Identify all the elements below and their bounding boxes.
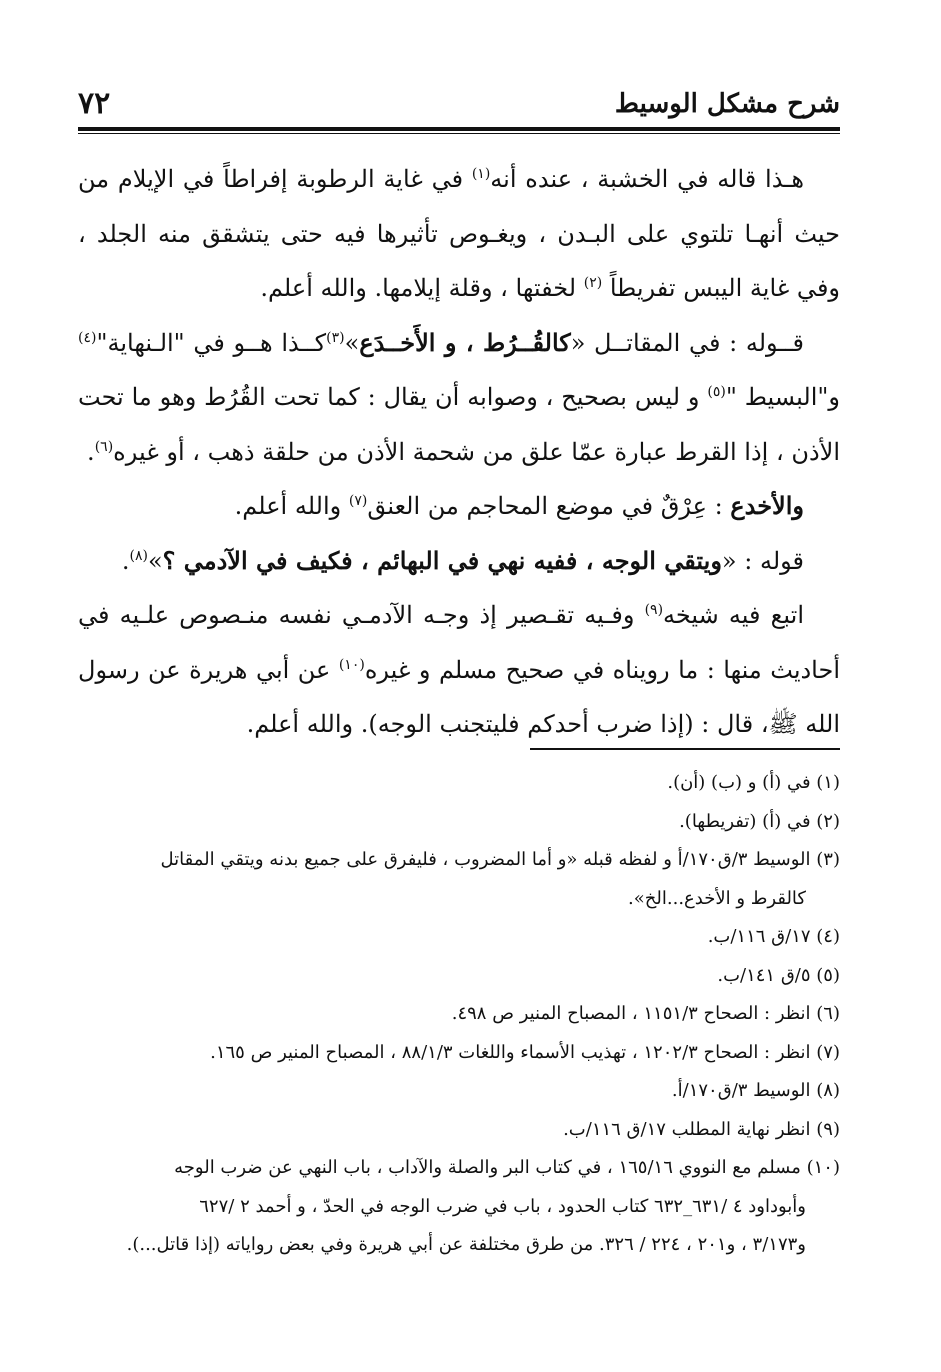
paragraph-2: قــوله : في المقاتــل «كالقُــرُط ، و الأَخــدَع»$^{(٣)}$كــذا هــو في "الـنهاية"$^{(٤)}$ و"البسيط "$^{(٥)}$ و ليس بصحيح ، وصوابه أن يقال : كما تحت القُرُط وهو ما تحت الأذن ، إذا القرط عبارة عمّا علق من شحمة الأذن من حلقة ذهب ، أو غيره$^{(٦)}$. [78,327,841,466]
footnote-ref: (٥) [707,384,726,400]
footnote-6: (٦) انظر : الصحاح ١١٥١/٣ ، المصباح المنير ص ٤٩٨. [451,1003,840,1024]
footnote-2: (٢) في (أ) (تفريطها). [679,810,840,832]
footnote-10-continued: و٣/١٧٣ ، و٢٠١ ، ٢٢٤ / ٣٢٦. من طرق مختلفة عن أبي هريرة وفي بعض رواياته (إذا قاتل...). [126,1234,806,1255]
footnote-ref: (٤) [78,329,97,346]
quoted-text: ويتقي الوجه ، ففيه نهي في البهائم ، فكيف في الآدمي ؟ [162,545,722,575]
page-number: ٧٢ [78,86,111,121]
footnote-ref: (٢) [583,275,603,291]
footnote-ref: (٣) [326,329,345,346]
quoted-term: كالقُــرُط ، و الأَخــدَع [359,327,571,357]
footnote-5: (٥) ٥/ق ١٤١/ب. [717,964,840,986]
footnote-ref: (٧) [348,493,368,509]
footnote-3-continued: كالقرط و الأخدع...الخ». [628,887,806,909]
footnote-ref: (٨) [129,547,148,564]
footnote-ref: (١) [471,166,491,182]
footnote-7: (٧) انظر : الصحاح ١٢٠٢/٣ ، تهذيب الأسماء واللغات ٨٨/١/٣ ، المصباح المنير ص ١٦٥. [210,1041,840,1063]
header-rule-thick [78,127,840,131]
footnote-10: (١٠) مسلم مع النووي ١٦٥/١٦ ، في كتاب البر والصلة والآداب ، باب النهي عن ضرب الوجه [174,1157,840,1178]
footnote-separator [530,748,840,750]
paragraph-5: اتبع فيه شيخه$^{(٩)}$ وفـيه تقـصير إذ وجـه الآدمـي نفسه منـصوص علـيه في أحاديث منها : ما رويناه في صحيح مسلم و غيره$^{(١٠)}$ عن أبي هريرة عن رسول الله ﷺ، قال : (إذا ضرب أحدكم فليتجنب الوجه). والله أعلم. [78,601,840,738]
paragraph-1: هـذا قاله في الخشبة ، عنده أنه$^{(١)}$ في غاية الرطوبة إفراطاً في الإيلام من حيث أنهـا تلتوي على البـدن ، ويغـوص تأثيرها فيه حتى يتشقق منه الجلد ، وفي غاية اليبس تفريطاً $^{(٢)}$ لخفتها ، وقلة إيلامها. والله أعلم. [78,165,840,302]
paragraph-4: قوله : «ويتقي الوجه ، ففيه نهي في البهائم ، فكيف في الآدمي ؟»$^{(٨)}$. [121,545,804,575]
footnote-9: (٩) انظر نهاية المطلب ١٧/ق ١١٦/ب. [563,1118,840,1140]
footnote-4: (٤) ١٧/ق ١١٦/ب. [707,926,840,947]
defined-term: والأخدع [730,491,804,520]
running-title: شرح مشكل الوسيط [614,89,840,119]
footnote-10-continued: وأبوداود ٤ /٦٣١_٦٣٢ كتاب الحدود ، باب في ضرب الوجه في الحدّ ، و أحمد ٢ /٦٢٧ [199,1195,806,1217]
page-header [78,84,840,128]
main-text [78,152,840,752]
footnote-ref: (٦) [94,438,114,455]
footnote-8: (٨) الوسيط ٣/ق١٧٠/أ. [671,1080,840,1101]
footnote-ref: (٩) [644,602,664,618]
footnote-1: (١) في (أ) و (ب) (أن). [667,772,840,793]
footnote-3: (٣) الوسيط ٣/ق١٧٠/أ و لفظه قبله «و أما المضروب ، فليفرق على جميع بدنه ويتقي المقاتل [160,849,840,870]
footnote-ref: (١٠) [338,656,365,673]
header-rule-thin [78,133,840,134]
paragraph-3: والأخدع : عِرْقٌ في موضع المحاجم من العنق$^{(٧)}$ والله أعلم. [234,491,804,520]
footnotes [78,764,840,1265]
